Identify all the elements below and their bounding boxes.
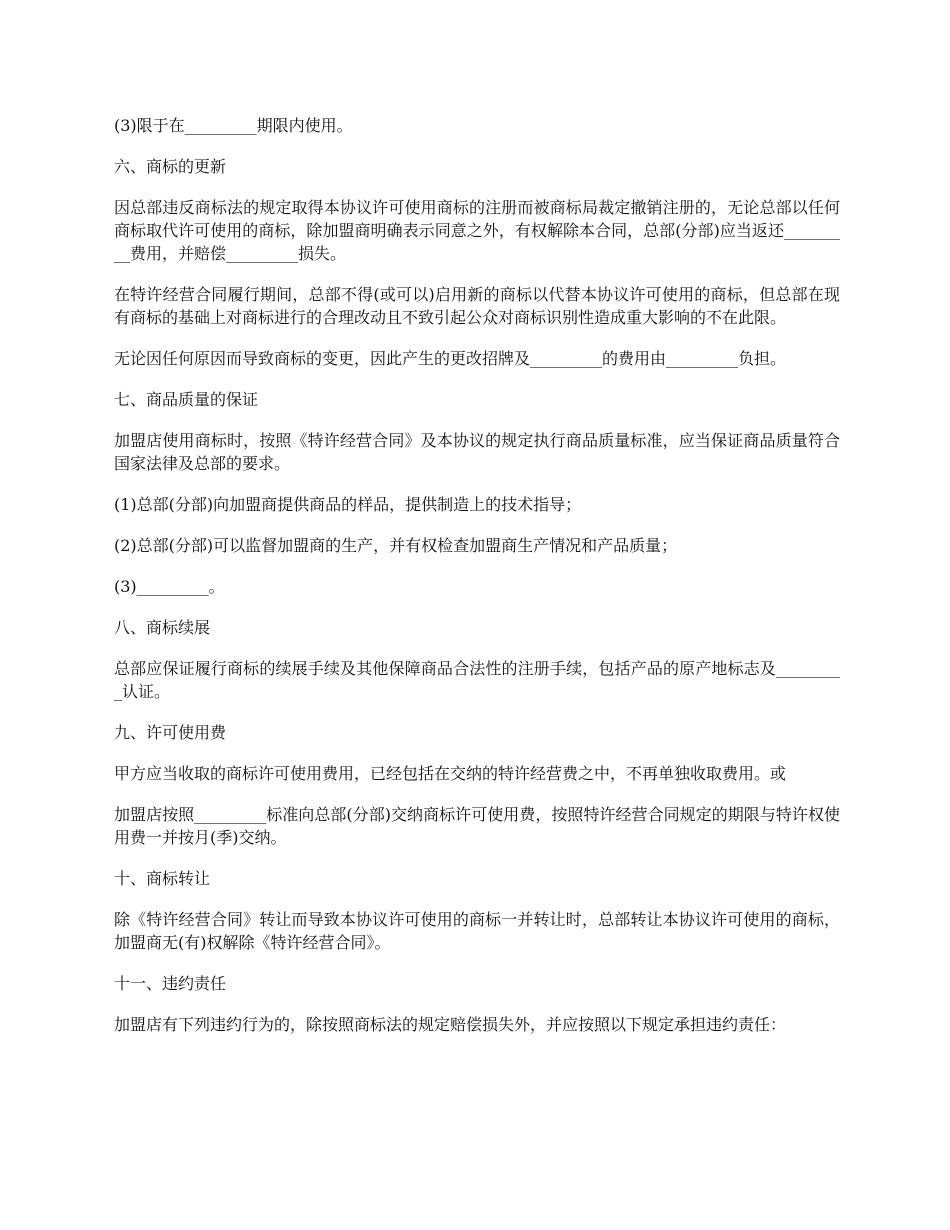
document-body [114,114,840,1054]
section-6-para-2: 在特许经营合同履行期间，总部不得(或可以)启用新的商标以代替本协议许可使用的商标，但总部在现有商标的基础上对商标进行的合理改动且不致引起公众对商标识别性造成重大影响的不在此限。 [114,285,840,327]
section-7-item-1: (1)总部(分部)向加盟商提供商品的样品，提供制造上的技术指导； [114,495,582,514]
section-8-heading: 八、商标续展 [114,618,211,637]
section-6-para-1: 因总部违反商标法的规定取得本协议许可使用商标的注册而被商标局裁定撤销注册的，无论总部以任何商标取代许可使用的商标，除加盟商明确表示同意之外，有权解除本合同，总部(分部)应当返还_________费用，并赔偿_________损失。 [114,198,840,263]
section-7-heading: 七、商品质量的保证 [114,390,259,409]
section-6-heading: 六、商标的更新 [114,157,227,176]
section-9-heading: 九、许可使用费 [114,723,227,742]
clause-5-item-3: (3)限于在_________期限内使用。 [114,116,353,135]
section-8-para-1: 总部应保证履行商标的续展手续及其他保障商品合法性的注册手续，包括产品的原产地标志及_________认证。 [114,659,840,701]
section-10-heading: 十、商标转让 [114,869,211,888]
section-11-heading: 十一、违约责任 [114,974,227,993]
section-10-para-1: 除《特许经营合同》转让而导致本协议许可使用的商标一并转让时，总部转让本协议许可使用的商标，加盟商无(有)权解除《特许经营合同》。 [114,910,840,952]
section-6-para-3: 无论因任何原因而导致商标的变更，因此产生的更改招牌及_________的费用由_________负担。 [114,349,787,368]
section-9-para-1: 甲方应当收取的商标许可使用费用，已经包括在交纳的特许经营费之中，不再单独收取费用。或 [114,764,787,783]
section-7-para-1: 加盟店使用商标时，按照《特许经营合同》及本协议的规定执行商品质量标准，应当保证商品质量符合国家法律及总部的要求。 [114,431,840,473]
section-9-para-2: 加盟店按照_________标准向总部(分部)交纳商标许可使用费，按照特许经营合同规定的期限与特许权使用费一并按月(季)交纳。 [114,805,840,847]
section-7-item-3: (3)_________。 [114,577,225,596]
section-7-item-2: (2)总部(分部)可以监督加盟商的生产，并有权检查加盟商生产情况和产品质量； [114,536,678,555]
section-11-para-1: 加盟店有下列违约行为的，除按照商标法的规定赔偿损失外，并应按照以下规定承担违约责任： [114,1015,787,1034]
